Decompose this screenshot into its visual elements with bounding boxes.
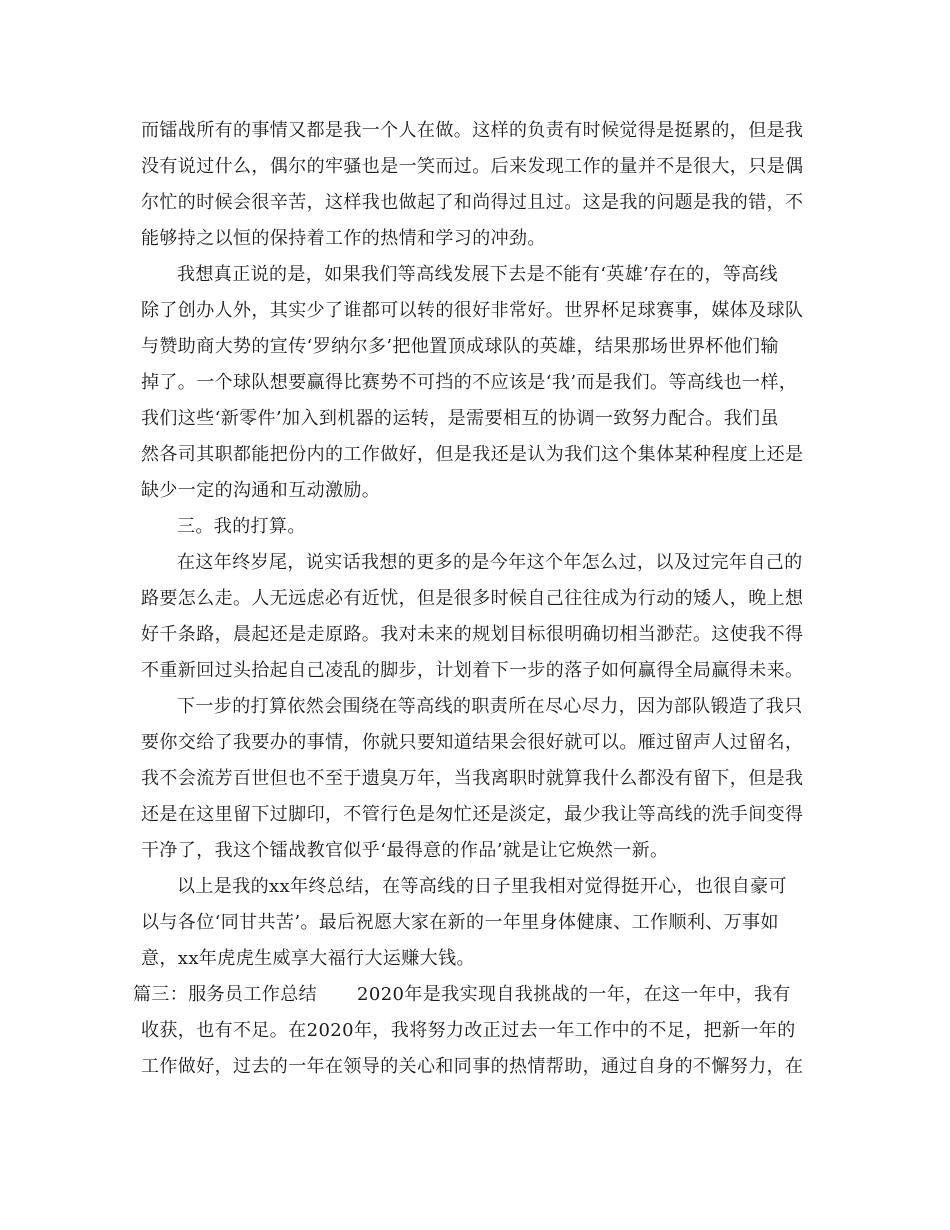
- text-line: 然各司其职都能把份内的工作做好，但是我还是认为我们这个集体某种程度上还是: [141, 444, 804, 465]
- text-line: 在这年终岁尾，说实话我想的更多的是今年这个年怎么过，以及过完年自己的: [177, 552, 803, 573]
- text-line: 干净了，我这个镭战教官似乎‘最得意的作品’就是让它焕然一新。: [141, 840, 669, 861]
- text-line: 收获，也有不足。在2020年，我将努力改正过去一年工作中的不足，把新一年的: [141, 1020, 796, 1041]
- text-line: 以与各位‘同甘共苦’。最后祝愿大家在新的一年里身体健康、工作顺利、万事如: [141, 912, 779, 933]
- text-line: 掉了。一个球队想要赢得比赛势不可挡的不应该是‘我’而是我们。等高线也一样，: [141, 372, 798, 393]
- text-line: 下一步的打算依然会围绕在等高线的职责所在尽心尽力，因为部队锻造了我只: [177, 696, 803, 717]
- text-line: 尔忙的时候会很辛苦，这样我也做起了和尚得过且过。这是我的问题是我的错，不: [141, 192, 804, 213]
- text-line: 能够持之以恒的保持着工作的热情和学习的冲劲。: [141, 228, 546, 249]
- text-line: 路要怎么走。人无远虑必有近忧，但是很多时候自己往往成为行动的矮人，晚上想: [141, 588, 804, 609]
- text-line: 没有说过什么，偶尔的牢骚也是一笑而过。后来发现工作的量并不是很大，只是偶: [141, 156, 804, 177]
- text-line: 意，xx年虎虎生威享大福行大运赚大钱。: [141, 948, 475, 969]
- text-line: 还是在这里留下过脚印，不管行色是匆忙还是淡定，最少我让等高线的洗手间变得: [141, 804, 804, 825]
- section-heading: 三。我的打算。: [177, 516, 306, 537]
- text-line: 工作做好，过去的一年在领导的关心和同事的热情帮助，通过自身的不懈努力，在: [141, 1056, 804, 1077]
- text-line: 与赞助商大势的宣传‘罗纳尔多’把他置顶成球队的英雄，结果那场世界杯他们输: [141, 336, 779, 357]
- text-line: 我不会流芳百世但也不至于遗臭万年，当我离职时就算我什么都没有留下，但是我: [141, 768, 804, 789]
- text-line: 不重新回过头拾起自己凌乱的脚步，计划着下一步的落子如何赢得全局赢得未来。: [141, 660, 804, 681]
- text-line: 以上是我的xx年终总结，在等高线的日子里我相对觉得挺开心，也很自豪可: [177, 876, 787, 897]
- text-line: 要你交给了我要办的事情，你就只要知道结果会很好就可以。雁过留声人过留名，: [141, 732, 804, 753]
- section-title: 篇三：服务员工作总结: [133, 984, 317, 1005]
- text-line: 我们这些‘新零件’加入到机器的运转，是需要相互的协调一致努力配合。我们虽: [141, 408, 779, 429]
- text-line: 除了创办人外，其实少了谁都可以转的很好非常好。世界杯足球赛事，媒体及球队: [141, 300, 804, 321]
- section-title-line: [133, 984, 791, 1006]
- text-line: 我想真正说的是，如果我们等高线发展下去是不能有‘英雄’存在的，等高线: [177, 264, 779, 285]
- text-line: 好千条路，晨起还是走原路。我对未来的规划目标很明确切相当渺茫。这使我不得: [141, 624, 804, 645]
- section-first-sentence: 2020年是我实现自我挑战的一年，在这一年中，我有: [357, 984, 791, 1005]
- text-line: 缺少一定的沟通和互动激励。: [141, 480, 381, 501]
- text-line: 而镭战所有的事情又都是我一个人在做。这样的负责有时候觉得是挺累的，但是我: [141, 120, 804, 141]
